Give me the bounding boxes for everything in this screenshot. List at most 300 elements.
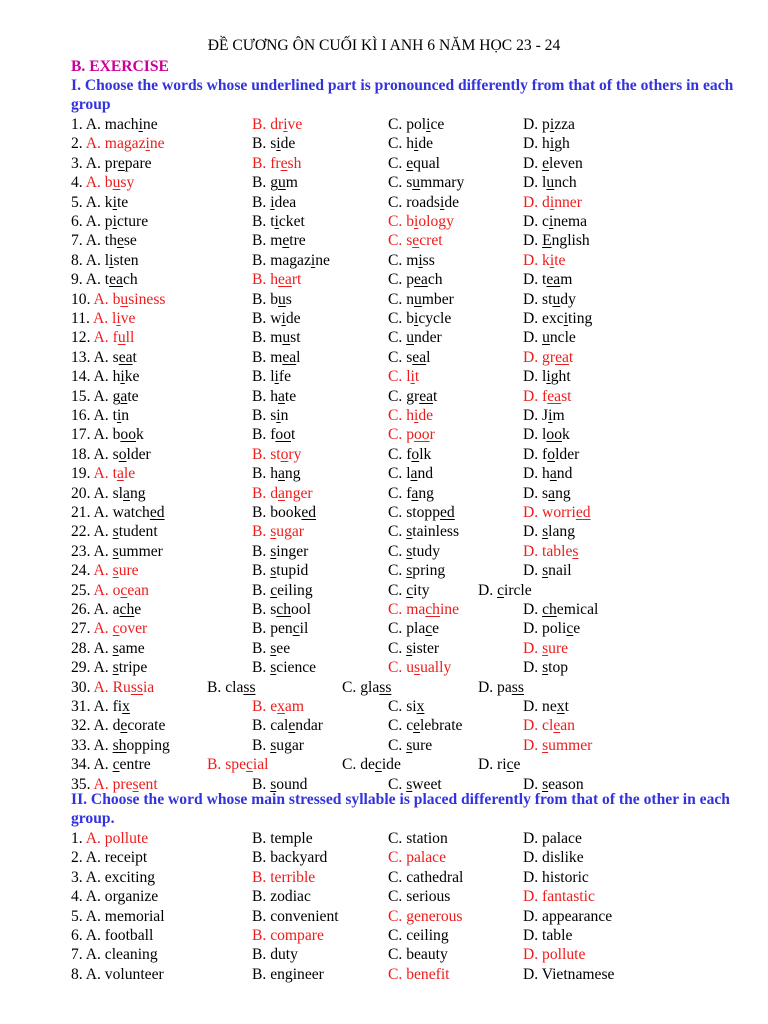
option-b — [252, 464, 301, 483]
question-number: 32. — [71, 717, 91, 735]
option-text-suffix: ity — [413, 581, 430, 599]
underlined-sound: s — [542, 562, 549, 580]
option-text-suffix: ial — [252, 756, 269, 774]
option-b — [252, 965, 324, 984]
underlined-sound: a — [410, 465, 418, 483]
question-number: 16. — [71, 407, 91, 424]
underlined-sound: s — [406, 639, 413, 657]
option-a — [71, 716, 165, 735]
question-number: 3. — [71, 154, 83, 172]
option-text-suffix: sh — [287, 154, 302, 172]
option-text-prefix: B. backyard — [252, 849, 328, 867]
option-text-suffix: ng — [129, 484, 146, 502]
option-text-prefix: A. volunteer — [85, 965, 164, 983]
option-b-answer — [252, 154, 301, 173]
option-text-suffix: ke — [124, 368, 140, 386]
question-number: 7. — [71, 232, 83, 250]
option-text-prefix: C. b — [388, 213, 414, 230]
underlined-sound: i — [270, 193, 275, 211]
question-number: 4. — [71, 174, 83, 192]
option-text-suffix: ine — [439, 601, 460, 618]
underlined-sound: s — [542, 736, 549, 754]
underlined-sound: ea — [414, 271, 428, 289]
question-number: 30. — [71, 678, 91, 696]
option-d-answer — [523, 945, 585, 964]
option-b — [252, 829, 313, 848]
option-text-suffix: nger — [284, 484, 313, 502]
underlined-sound: s — [112, 542, 119, 560]
underlined-sound: i — [116, 407, 122, 424]
question-number: 26. — [71, 601, 91, 618]
option-d — [478, 755, 520, 774]
option-text-prefix: A. — [93, 542, 113, 560]
option-a-answer — [71, 829, 148, 848]
option-c-answer — [388, 367, 419, 386]
option-a — [71, 367, 139, 386]
option-text-suffix: st — [290, 329, 301, 347]
option-text-prefix: C. pol — [388, 116, 427, 133]
option-a — [71, 445, 151, 464]
option-text-prefix: D. st — [523, 290, 553, 308]
option-c — [388, 945, 448, 964]
option-text-prefix: A. sl — [93, 484, 124, 502]
question-number: 21. — [71, 504, 91, 521]
underlined-sound: c — [112, 620, 120, 638]
option-d — [523, 154, 583, 173]
option-text-prefix: D. poli — [523, 620, 567, 638]
option-d — [523, 173, 577, 192]
option-text-prefix: A. t — [85, 271, 110, 289]
option-text-prefix: C. generous — [388, 907, 463, 925]
option-text-prefix: B. l — [252, 368, 275, 386]
underlined-sound: e — [413, 717, 421, 735]
option-text-suffix: tudy — [412, 542, 441, 560]
option-b — [252, 716, 323, 735]
option-a — [71, 907, 165, 926]
underlined-sound: e — [117, 154, 125, 172]
option-text-suffix: ame — [118, 639, 145, 657]
option-text-prefix: A. cleaning — [85, 946, 158, 964]
underlined-sound: i — [281, 310, 286, 327]
option-d — [523, 561, 572, 580]
option-text-prefix: D. — [523, 736, 543, 754]
underlined-sound: ss — [379, 678, 392, 696]
underlined-sound: x — [277, 698, 285, 715]
option-a-answer — [71, 134, 165, 153]
option-text-suffix: am — [284, 698, 304, 715]
option-text-suffix: t — [564, 698, 569, 715]
option-text-prefix: C. u — [388, 659, 414, 677]
underlined-sound: c — [112, 756, 120, 774]
option-text-suffix: ry — [288, 445, 302, 463]
option-c-answer — [388, 425, 435, 444]
option-text-prefix: C. beauty — [388, 946, 448, 964]
option-text-prefix: A. t — [93, 407, 117, 424]
underlined-sound: u — [414, 290, 422, 308]
option-text-prefix: B. convenient — [252, 907, 339, 925]
option-text-prefix: D. gr — [523, 348, 556, 366]
option-c-answer — [388, 406, 433, 425]
option-text-suffix: ch — [427, 271, 443, 289]
option-text-prefix: D. pa — [478, 678, 512, 696]
option-a — [71, 115, 158, 134]
option-text-suffix: ne — [315, 251, 330, 269]
option-b — [252, 406, 288, 425]
underlined-sound: i — [546, 368, 551, 386]
option-c — [388, 309, 451, 328]
underlined-sound: e — [288, 717, 296, 735]
option-a — [71, 154, 152, 173]
option-text-prefix: B. h — [252, 387, 278, 405]
option-text-prefix: C. — [388, 329, 407, 347]
option-text-prefix: D. — [523, 329, 543, 347]
option-text-suffix: de — [418, 135, 434, 153]
underlined-sound: ea — [278, 271, 292, 289]
option-text-prefix: B. cal — [252, 717, 289, 735]
option-a — [71, 697, 130, 716]
option-text-suffix: ure — [412, 736, 433, 754]
underlined-sound: ss — [511, 678, 524, 696]
option-text-suffix: qual — [413, 154, 440, 172]
underlined-sound: i — [414, 213, 419, 230]
option-b — [252, 581, 313, 600]
underlined-sound: i — [439, 193, 445, 211]
option-a — [71, 387, 139, 406]
option-text-suffix: tripe — [118, 659, 148, 677]
option-b — [252, 212, 305, 231]
section-heading: B. EXERCISE — [71, 58, 169, 75]
option-text-suffix: nch — [554, 174, 577, 192]
option-c — [388, 134, 433, 153]
underlined-sound: ss — [130, 678, 143, 696]
underlined-sound: i — [276, 135, 281, 153]
option-a — [71, 945, 158, 964]
option-text-prefix: A. l — [92, 310, 117, 327]
option-text-prefix: B. — [252, 523, 271, 541]
option-text-prefix: A. b — [85, 174, 113, 192]
option-d — [523, 619, 580, 638]
option-text-suffix: nner — [554, 193, 582, 211]
option-text-suffix: t — [433, 387, 438, 405]
option-text-suffix: ve — [120, 310, 136, 327]
option-text-suffix: pare — [124, 154, 152, 172]
underlined-sound: u — [542, 329, 550, 347]
underlined-sound: a — [278, 484, 285, 502]
underlined-sound: x — [556, 698, 565, 715]
underlined-sound: u — [546, 174, 555, 192]
option-text-suffix: e — [134, 601, 142, 618]
option-b-answer — [252, 445, 301, 464]
option-b — [252, 658, 316, 677]
option-text-prefix: B. f — [252, 426, 276, 444]
underlined-sound: c — [566, 620, 574, 638]
option-b-answer — [252, 484, 313, 503]
option-text-suffix: ummer — [548, 736, 593, 754]
option-text-prefix: C. gr — [388, 387, 420, 405]
option-text-prefix: D. k — [523, 251, 550, 269]
option-text-suffix: n — [280, 407, 289, 424]
underlined-sound: s — [406, 562, 413, 580]
option-text-suffix: ee — [276, 639, 291, 657]
option-d — [523, 290, 576, 309]
option-b — [252, 887, 311, 906]
option-d — [523, 270, 572, 289]
option-text-suffix: e — [513, 756, 521, 774]
question-number: 12. — [71, 329, 91, 347]
option-b — [252, 736, 304, 755]
option-text-prefix: A. — [93, 659, 113, 677]
option-text-suffix: s — [285, 290, 292, 308]
option-b — [252, 309, 301, 328]
option-text-suffix: de — [280, 135, 296, 153]
option-a — [71, 926, 153, 945]
underlined-sound: i — [274, 368, 279, 386]
underlined-sound: s — [270, 775, 277, 793]
option-text-suffix: m — [285, 174, 298, 192]
option-text-suffix: e — [573, 620, 581, 638]
option-text-prefix: D. l — [523, 368, 547, 386]
option-text-prefix: A. g — [93, 387, 121, 405]
option-text-prefix: B. — [252, 193, 271, 211]
option-text-suffix: k — [136, 426, 144, 444]
option-d-answer — [523, 542, 578, 561]
question-number: 8. — [71, 251, 83, 269]
option-b-answer — [207, 755, 269, 774]
option-text-prefix: C. c — [388, 717, 414, 735]
option-d-answer — [523, 716, 575, 735]
underlined-sound: s — [270, 523, 277, 541]
option-text-prefix: D. cl — [523, 717, 554, 735]
option-text-prefix: B. s — [252, 407, 277, 424]
underlined-sound: o — [547, 445, 556, 463]
underlined-sound: i — [120, 368, 125, 386]
option-d — [523, 829, 582, 848]
underlined-sound: i — [548, 407, 553, 424]
option-d-answer — [523, 887, 595, 906]
underlined-sound: s — [270, 562, 277, 580]
option-text-suffix: sy — [120, 174, 135, 192]
option-text-prefix: D. palace — [523, 830, 582, 847]
option-c-answer — [388, 231, 443, 250]
option-text-suffix: ircle — [503, 581, 532, 599]
option-text-prefix: B. t — [252, 213, 275, 230]
underlined-sound: i — [283, 116, 288, 133]
option-d-answer — [523, 193, 582, 212]
option-text-suffix: siness — [128, 290, 166, 308]
underlined-sound: sh — [112, 736, 127, 754]
option-d-answer — [523, 348, 573, 367]
underlined-sound: c — [270, 581, 278, 599]
underlined-sound: a — [548, 484, 556, 502]
option-a — [71, 406, 129, 425]
option-text-prefix: C. cathedral — [388, 868, 464, 886]
option-b — [252, 848, 327, 867]
question-number: 33. — [71, 736, 91, 754]
option-text-suffix: eason — [548, 775, 584, 793]
option-b — [252, 945, 298, 964]
option-text-prefix: B. e — [252, 698, 278, 715]
question-number: 35. — [71, 775, 91, 793]
option-text-prefix: D. l — [523, 174, 547, 192]
option-text-suffix: se — [123, 232, 137, 250]
question-number: 24. — [71, 562, 91, 580]
option-a-answer — [71, 328, 134, 347]
option-text-prefix: A. k — [85, 193, 113, 211]
option-text-suffix: mber — [421, 290, 454, 308]
option-text-prefix: B. terrible — [252, 868, 316, 886]
option-d-answer — [523, 251, 565, 270]
option-text-prefix: C. l — [388, 368, 411, 386]
option-d — [523, 965, 614, 984]
underlined-sound: s — [132, 775, 139, 793]
option-text-prefix: D. — [523, 775, 543, 793]
option-text-prefix: B. b — [252, 290, 278, 308]
underlined-sound: i — [116, 310, 121, 327]
option-c — [388, 115, 444, 134]
option-text-suffix: ch — [122, 271, 138, 289]
option-text-prefix: C. serious — [388, 888, 451, 906]
underlined-sound: e — [542, 154, 549, 172]
question-number: 1. — [71, 830, 83, 847]
option-d-answer — [523, 503, 591, 522]
option-text-prefix: A. — [93, 639, 113, 657]
question-number: 10. — [71, 290, 91, 308]
option-b — [252, 290, 292, 309]
option-text-prefix: A. football — [85, 927, 154, 944]
underlined-sound: ch — [425, 601, 440, 618]
option-text-prefix: B. dr — [252, 116, 284, 133]
underlined-sound: u — [120, 290, 129, 308]
option-d — [523, 445, 579, 464]
option-text-suffix: over — [119, 620, 148, 638]
option-text-prefix: C. p — [388, 271, 414, 289]
option-text-prefix: C. s — [388, 174, 413, 192]
option-text-prefix: C. ceiling — [388, 927, 449, 944]
underlined-sound: ea — [412, 348, 427, 366]
underlined-sound: ed — [149, 504, 165, 521]
option-a — [71, 965, 164, 984]
option-text-suffix: nail — [548, 562, 572, 580]
option-text-prefix: C. — [388, 542, 407, 560]
question-number: 6. — [71, 213, 83, 230]
option-c-answer — [388, 658, 451, 677]
option-text-prefix: A. d — [93, 717, 121, 735]
option-b — [252, 173, 298, 192]
option-text-prefix: C. s — [388, 348, 413, 366]
option-text-prefix: A. b — [93, 426, 121, 444]
option-text-prefix: C. b — [388, 310, 414, 327]
underlined-sound: i — [549, 251, 555, 269]
underlined-sound: i — [414, 135, 419, 153]
option-text-prefix: A. watch — [93, 504, 150, 521]
option-a — [71, 848, 147, 867]
option-a — [71, 193, 128, 212]
option-c — [388, 154, 440, 173]
option-text-suffix: ncle — [549, 329, 576, 347]
option-text-suffix: inger — [276, 542, 309, 560]
option-a — [71, 212, 148, 231]
underlined-sound: oo — [275, 426, 291, 444]
underlined-sound: oo — [414, 426, 430, 444]
option-text-prefix: B. — [252, 736, 271, 754]
option-text-prefix: D. h — [523, 135, 550, 153]
question-number: 18. — [71, 445, 91, 463]
underlined-sound: ea — [547, 387, 562, 405]
option-text-prefix: D. — [523, 562, 543, 580]
underlined-sound: i — [414, 407, 419, 424]
option-text-suffix: lebrate — [420, 717, 463, 735]
option-text-prefix: D. p — [523, 116, 550, 133]
underlined-sound: i — [410, 368, 415, 386]
option-text-prefix: D. — [523, 639, 543, 657]
option-b — [252, 134, 295, 153]
option-text-suffix: pring — [412, 562, 446, 580]
option-text-prefix: D. — [523, 154, 543, 172]
option-d — [478, 678, 524, 697]
option-text-suffix: cycle — [418, 310, 452, 327]
option-text-prefix: D. — [523, 232, 543, 250]
option-d-answer — [523, 639, 568, 658]
underlined-sound: ea — [419, 387, 434, 405]
option-text-suffix: nglish — [551, 232, 590, 250]
option-c — [388, 716, 462, 735]
option-text-prefix: B. compare — [252, 927, 324, 944]
option-text-prefix: C. n — [388, 290, 414, 308]
option-c — [388, 697, 424, 716]
option-a-answer — [71, 173, 134, 192]
option-a — [71, 755, 151, 774]
option-c — [388, 445, 431, 464]
option-d — [523, 134, 570, 153]
option-text-suffix: de — [444, 193, 460, 211]
option-d — [478, 581, 532, 600]
option-text-suffix: ne — [149, 135, 165, 153]
option-text-prefix: B. — [252, 659, 271, 677]
underlined-sound: o — [280, 445, 289, 463]
underlined-sound: s — [270, 639, 277, 657]
underlined-sound: x — [122, 698, 130, 715]
question-number: 3. — [71, 868, 83, 886]
option-text-suffix: t — [132, 348, 137, 366]
option-a-answer — [71, 619, 147, 638]
option-c — [388, 348, 430, 367]
option-text-prefix: B. — [252, 775, 271, 793]
underlined-sound: c — [425, 620, 433, 638]
option-text-prefix: C. stopp — [388, 504, 440, 521]
underlined-sound: s — [112, 562, 119, 580]
question-number: 13. — [71, 348, 91, 366]
option-text-suffix: ve — [287, 116, 303, 133]
underlined-sound: i — [426, 116, 431, 133]
underlined-sound: c — [506, 756, 514, 774]
option-d — [523, 464, 572, 483]
option-text-suffix: eiling — [277, 581, 313, 599]
option-text-suffix: ng — [418, 484, 434, 502]
option-c — [388, 926, 449, 945]
option-text-prefix: A. l — [85, 251, 110, 269]
option-text-prefix: B. book — [252, 504, 302, 521]
option-a — [71, 658, 147, 677]
option-text-suffix: ll — [125, 329, 135, 347]
option-text-suffix: ure — [118, 562, 139, 580]
option-text-prefix: A. h — [93, 368, 121, 386]
option-text-prefix: B. spe — [207, 756, 246, 774]
underlined-sound: s — [414, 659, 421, 677]
option-text-prefix: A. b — [93, 290, 121, 308]
option-c — [388, 639, 439, 658]
option-text-suffix: fe — [278, 368, 291, 386]
question-number: 2. — [71, 135, 83, 153]
